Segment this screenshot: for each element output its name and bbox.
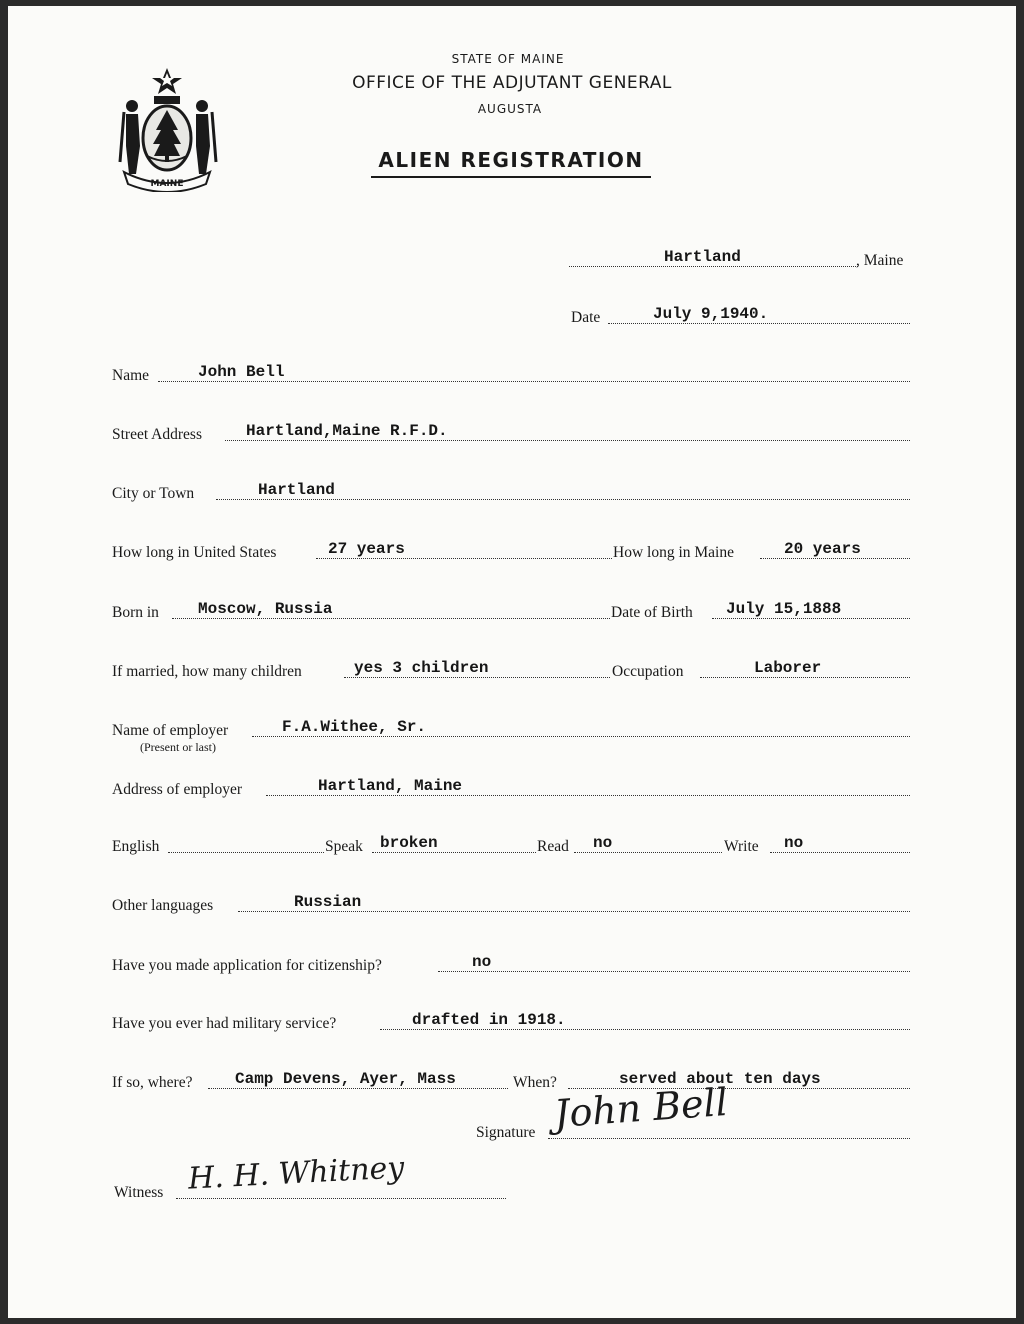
city-label: City or Town xyxy=(112,485,195,502)
how-long-maine-label: How long in Maine xyxy=(613,544,734,561)
other-languages-value[interactable]: Russian xyxy=(294,893,362,911)
city-heading: AUGUSTA xyxy=(477,102,543,116)
english-label: English xyxy=(112,838,160,855)
signature-value[interactable]: John Bell xyxy=(552,1079,730,1137)
name-value[interactable]: John Bell xyxy=(198,363,285,381)
state-heading: STATE OF MAINE xyxy=(451,52,565,66)
other-languages-label: Other languages xyxy=(112,897,214,914)
date-of-birth-label: Date of Birth xyxy=(611,604,693,621)
office-heading: OFFICE OF THE ADJUTANT GENERAL xyxy=(352,73,672,93)
employer-address-label: Address of employer xyxy=(112,781,242,798)
seal-banner-text: MAINE xyxy=(150,179,184,189)
when-label: When? xyxy=(513,1074,557,1091)
where-label: If so, where? xyxy=(112,1074,193,1091)
form-title: ALIEN REGISTRATION xyxy=(371,148,651,178)
place-value[interactable]: Hartland xyxy=(664,248,741,266)
read-value[interactable]: no xyxy=(593,834,613,852)
speak-label: Speak xyxy=(325,838,363,855)
speak-value[interactable]: broken xyxy=(380,834,438,852)
citizenship-label: Have you made application for citizenship? xyxy=(112,957,382,974)
read-label: Read xyxy=(537,838,569,855)
employer-label: Name of employer xyxy=(112,722,229,739)
how-long-us-label: How long in United States xyxy=(112,544,277,561)
born-in-value[interactable]: Moscow, Russia xyxy=(198,600,333,618)
signature-label: Signature xyxy=(476,1124,536,1141)
street-address-value[interactable]: Hartland,Maine R.F.D. xyxy=(246,422,448,440)
where-value[interactable]: Camp Devens, Ayer, Mass xyxy=(235,1070,456,1088)
employer-sublabel: (Present or last) xyxy=(140,740,216,754)
military-value[interactable]: drafted in 1918. xyxy=(412,1011,566,1029)
how-long-us-value[interactable]: 27 years xyxy=(328,540,405,558)
date-label: Date xyxy=(571,309,601,326)
city-value[interactable]: Hartland xyxy=(258,481,335,499)
date-of-birth-value[interactable]: July 15,1888 xyxy=(726,600,842,618)
born-in-label: Born in xyxy=(112,604,159,621)
when-value[interactable]: served about ten days xyxy=(619,1070,821,1088)
how-long-maine-value[interactable]: 20 years xyxy=(784,540,861,558)
write-value[interactable]: no xyxy=(784,834,804,852)
children-value[interactable]: yes 3 children xyxy=(354,659,489,677)
write-label: Write xyxy=(724,838,759,855)
name-label: Name xyxy=(112,367,150,384)
military-label: Have you ever had military service? xyxy=(112,1015,337,1032)
witness-label: Witness xyxy=(114,1184,164,1201)
children-label: If married, how many children xyxy=(112,663,302,680)
citizenship-value[interactable]: no xyxy=(472,953,492,971)
occupation-value[interactable]: Laborer xyxy=(754,659,822,677)
place-suffix: , Maine xyxy=(856,252,904,269)
employer-value[interactable]: F.A.Withee, Sr. xyxy=(282,718,427,736)
registration-form-page xyxy=(8,6,1016,1318)
employer-address-value[interactable]: Hartland, Maine xyxy=(318,777,463,795)
witness-value[interactable]: H. H. Whitney xyxy=(187,1150,406,1197)
occupation-label: Occupation xyxy=(612,663,684,680)
date-value[interactable]: July 9,1940. xyxy=(653,305,769,323)
street-address-label: Street Address xyxy=(112,426,202,443)
